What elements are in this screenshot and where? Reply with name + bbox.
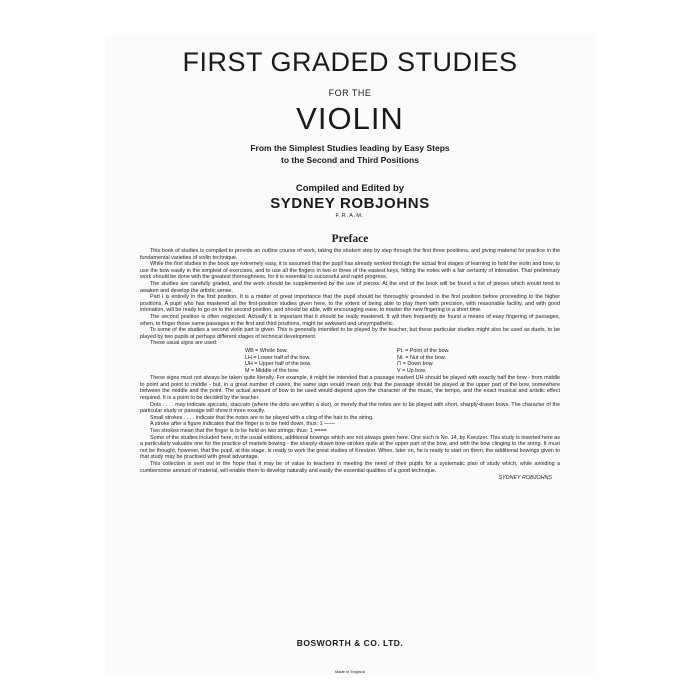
preface-paragraph: While the first studies in the book are extremely easy, it is assumed that the pupil has already worked through the actual first stages of learning to hold the violin and bow, to use the bow easily in the simplest of exercises, and to use all the fingers in two or three of the easiest keys, hitting the notes with a fair certainty of intonation. That preliminary work should be done with the greatest thoroughness, for it is essential to successful and rapid progress. — [140, 261, 560, 281]
bowing-sign: LH = Lower half of the bow. — [245, 354, 311, 361]
preface-paragraph: The second position is often neglected. Actually it is important that it should be really mastered. It will then frequently be found a means of easy fingering of passages, when, to finger those same passages in the first and third positions, might be awkward and unsympathetic. — [140, 313, 560, 327]
preface-paragraph: The studies are carefully graded, and the work should be supplemented by the use of pieces. At the end of the book will be found a list of pieces which would tend to awaken and develop the artistic sense. — [140, 280, 560, 294]
preface-paragraph: Small strokes . . . . indicate that the notes are to be played with a cling of the hair to the string. — [150, 414, 374, 421]
preface-paragraph: A stroke after a figure indicates that the finger is to be held down, thus: 1 —— — [150, 421, 335, 428]
preface-signature: SYDNEY ROBJOHNS — [498, 475, 552, 482]
bowing-sign: V = Up bow. — [397, 367, 427, 374]
editor-credentials: F.R.A.M. — [335, 213, 365, 219]
bowing-sign: Nt. = Nut of the bow. — [397, 354, 446, 361]
subtitle-line: From the Simplest Studies leading by Easy Steps — [250, 143, 450, 153]
preface-paragraph: To some of the studies a second violin part is given. This is generally intended to be played by the teacher, but these particular studies might also be used as duets, to be played by two pupils at perhaps different stages of technical development. — [140, 327, 560, 340]
imprint-line: Made in England — [334, 669, 366, 674]
editor-name: SYDNEY ROBJOHNS — [270, 195, 430, 212]
bowing-signs-table — [245, 348, 560, 374]
cover-page — [105, 35, 595, 675]
book-title: FIRST GRADED STUDIES — [182, 47, 518, 77]
subtitle — [105, 142, 595, 166]
preface-body — [140, 248, 560, 482]
preface-paragraph: Part I is entirely in the first position. It is a matter of great importance that the pupil should be thoroughly grounded in the first position before proceeding to the higher positions. A pupil who has mastered all the first-position studies given here, to the extent of being able to play them with precision, with reasonable facility, and with good intonation, will be ready to go on to the second position, and should be able, with encouraging ease, to master the new fingering in a short time. — [140, 294, 560, 314]
preface-heading: Preface — [331, 233, 369, 245]
preface-paragraph: This collection is sent out in the hope that it may be of value to teachers in meeting the need of their pupils for a systematic plan of study which, while avoiding a cumbersome amount of material, will enable them to develop naturally and easily the essential qualities of a good technique. — [140, 461, 560, 474]
subtitle-line: to the Second and Third Positions — [281, 155, 419, 165]
preface-paragraph: Dots . . . . may indicate spiccato, staccato (where the dots are within a slur), or merely that the notes are to be played with short, sharply-drawn bows. The character of the particular study or passage will show it more exactly. — [140, 401, 560, 415]
instrument-title: VIOLIN — [296, 101, 404, 136]
publisher-name: BOSWORTH & CO. LTD. — [296, 638, 404, 648]
bowing-sign: ⊓ = Down bow. — [397, 361, 434, 368]
preface-paragraph: These usual signs are used: — [150, 340, 218, 347]
bowing-sign: M = Middle of the bow. — [245, 367, 300, 374]
bowing-sign: Pt. = Point of the bow. — [397, 347, 450, 354]
compiled-by-line: Compiled and Edited by — [295, 183, 405, 194]
bowing-sign: UH = Upper half of the bow. — [245, 361, 312, 368]
preface-paragraph: Some of the studies included here, in the usual editions, additional bowings which are not always given here. One such is No. 14, by Kreutzer. This study is inserted here as a particularly valuable one for the practice of martelé bowing - the sharply-drawn bow-strokes quite at the upper part of the bow, and with the bow clinging to the string. It must not be thought, however, that the pupil, at this stage, is ready to work the great studies of Kreutzer. When, later on, he is ready to start on them, the additional bowings given to that study may be practised with great advantage. — [140, 434, 560, 461]
preface-paragraph: This book of studies is compiled to provide an outline course of work, taking the student step by step through the first three positions, and giving material for practice in the fundamental varieties of violin technique. — [140, 248, 560, 261]
for-the-line: FOR THE — [328, 88, 372, 98]
preface-paragraph: Two strokes mean that the finger is to be held on two strings: thus: 1 ==== — [150, 428, 327, 435]
preface-paragraph: These signs must not always be taken quite literally. For example, it might be intended that a passage marked UH should be played with exactly half the bow - from middle to point and point to middle - but, in a great number of cases, the same sign would mean only that the passage should be played at the upper part of the bow, somewhere between the middle and the point. The actual amount of bow to be used would depend upon the character of the music, the tempo, and the exact musical and artistic effect required. It is a point to be decided by the teacher. — [140, 375, 560, 402]
bowing-sign: WB = Whole bow. — [245, 347, 288, 354]
